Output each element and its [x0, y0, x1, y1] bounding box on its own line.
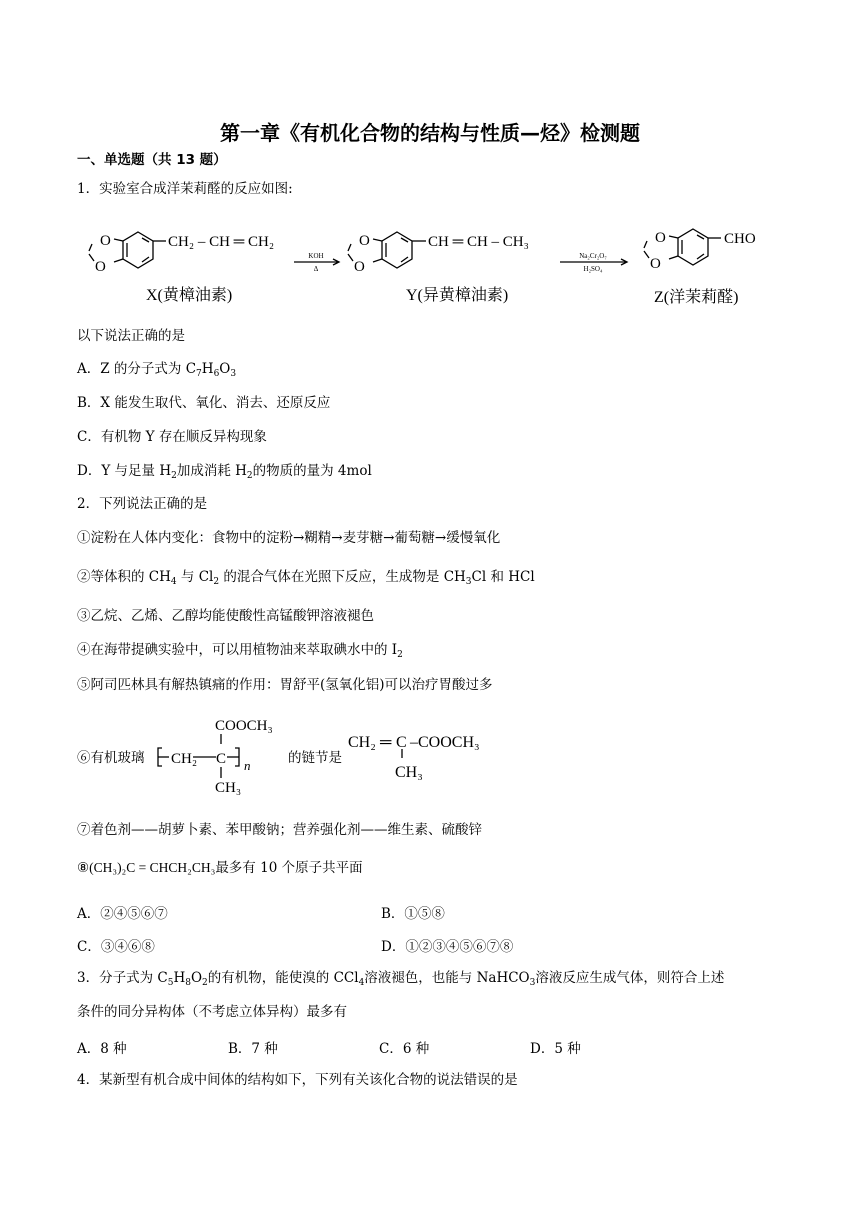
q2-stem: 2．下列说法正确的是: [77, 496, 208, 512]
q2-statement-5: ⑤阿司匹林具有解热镇痛的作用：胃舒平(氢氧化铝)可以治疗胃酸过多: [77, 677, 493, 693]
poly-repeat-n: n: [244, 758, 251, 773]
q3-option-c: C．6 种: [379, 1041, 430, 1057]
mono-double-bond: ═: [380, 734, 392, 751]
q1-reaction-scheme: [76, 212, 776, 312]
q2-option-c: C．③④⑥⑧: [77, 939, 155, 955]
poly-top-group: COOCH₃: [215, 718, 273, 734]
svg-text:O: O: [100, 233, 111, 249]
svg-text:O: O: [354, 259, 365, 275]
svg-text:O: O: [650, 256, 661, 272]
q2-option-b: B．①⑤⑧: [381, 906, 445, 922]
poly-bottom-group: CH₃: [215, 780, 242, 796]
q2-statement-4: ④在海带提碘实验中，可以用植物油来萃取碘水中的 $I_2$: [77, 642, 403, 660]
mono-left-group: CH₂: [348, 734, 376, 751]
poly-center-atom: C: [216, 751, 227, 767]
q4-stem: 4．某新型有机合成中间体的结构如下，下列有关该化合物的说法错误的是: [77, 1072, 518, 1088]
arrow1-condition: Δ: [313, 265, 319, 273]
y-label: Y(异黄樟油素): [406, 287, 509, 304]
q2-statement-7: ⑦着色剂——胡萝卜素、苯甲酸钠；营养强化剂——维生素、硫酸锌: [77, 822, 482, 838]
x-side-chain: CH₂ – CH ═ CH₂: [168, 234, 275, 250]
q2-statement-6-middle: 的链节是: [288, 750, 342, 766]
mono-right-group: –COOCH₃: [410, 734, 480, 751]
mono-center-atom: C: [396, 734, 407, 751]
x-label: X(黄樟油素): [146, 287, 233, 304]
q2-statement-8: ⑧(CH₃)₂C = CHCH₂CH₃最多有 10 个原子共平面: [77, 860, 363, 876]
q3-stem-line-2: 条件的同分异构体（不考虑立体异构）最多有: [77, 1004, 347, 1020]
q1-option-a: A．Z 的分子式为 $C_7H_6O_3$: [77, 361, 237, 379]
y-side-chain: CH ═ CH – CH₃: [428, 234, 529, 250]
q2-statement-2: ②等体积的 $CH_4$ 与 $Cl_2$ 的混合气体在光照下反应，生成物是 $CH_3Cl$ 和 HCl: [77, 569, 535, 587]
svg-text:O: O: [359, 233, 370, 249]
q3-option-a: A．8 种: [77, 1041, 127, 1057]
svg-text:O: O: [655, 230, 666, 246]
q2-statement-3: ③乙烷、乙烯、乙醇均能使酸性高锰酸钾溶液褪色: [77, 608, 374, 624]
z-aldehyde-group: CHO: [724, 231, 756, 247]
z-label: Z(洋茉莉醛): [654, 289, 739, 306]
q3-option-b: B．7 种: [228, 1041, 278, 1057]
q1-stem: 1．实验室合成洋茉莉醛的反应如图:: [77, 181, 293, 197]
svg-text:O: O: [95, 259, 106, 275]
q1-lead: 以下说法正确的是: [77, 328, 185, 344]
arrow2-reagent: Na₂Cr₂O₇: [579, 252, 607, 260]
mono-bottom-group: CH₃: [395, 764, 423, 781]
q2-option-d: D．①②③④⑤⑥⑦⑧: [381, 939, 514, 955]
poly-left-group: CH₂: [171, 751, 198, 767]
q2-option-a: A．②④⑤⑥⑦: [77, 906, 168, 922]
monomer-structure: [346, 725, 526, 785]
q1-option-c: C．有机物 Y 存在顺反异构现象: [77, 429, 267, 445]
q1-option-b: B．X 能发生取代、氧化、消去、还原反应: [77, 395, 331, 411]
q3-option-d: D．5 种: [530, 1041, 581, 1057]
q2-statement-6-prefix: ⑥有机玻璃: [77, 750, 145, 766]
arrow2-condition: H₂SO₄: [583, 265, 603, 273]
section-heading: 一、单选题（共 13 题）: [77, 152, 227, 168]
q1-option-d: D．Y 与足量 $H_2$加成消耗 $H_2$的物质的量为 4mol: [77, 463, 372, 481]
arrow1-reagent: KOH: [308, 252, 324, 260]
q2-statement-1: ①淀粉在人体内变化：食物中的淀粉→糊精→麦芽糖→葡萄糖→缓慢氧化: [77, 530, 501, 546]
document-title: 第一章《有机化合物的结构与性质—烃》检测题: [220, 121, 640, 145]
polymer-structure: [155, 710, 285, 802]
q3-stem-line-1: 3．分子式为 $C_5H_8O_2$的有机物，能使溴的 CCl$_4$溶液褪色，也能与 NaHCO$_3$溶液反应生成气体，则符合上述: [77, 970, 725, 988]
